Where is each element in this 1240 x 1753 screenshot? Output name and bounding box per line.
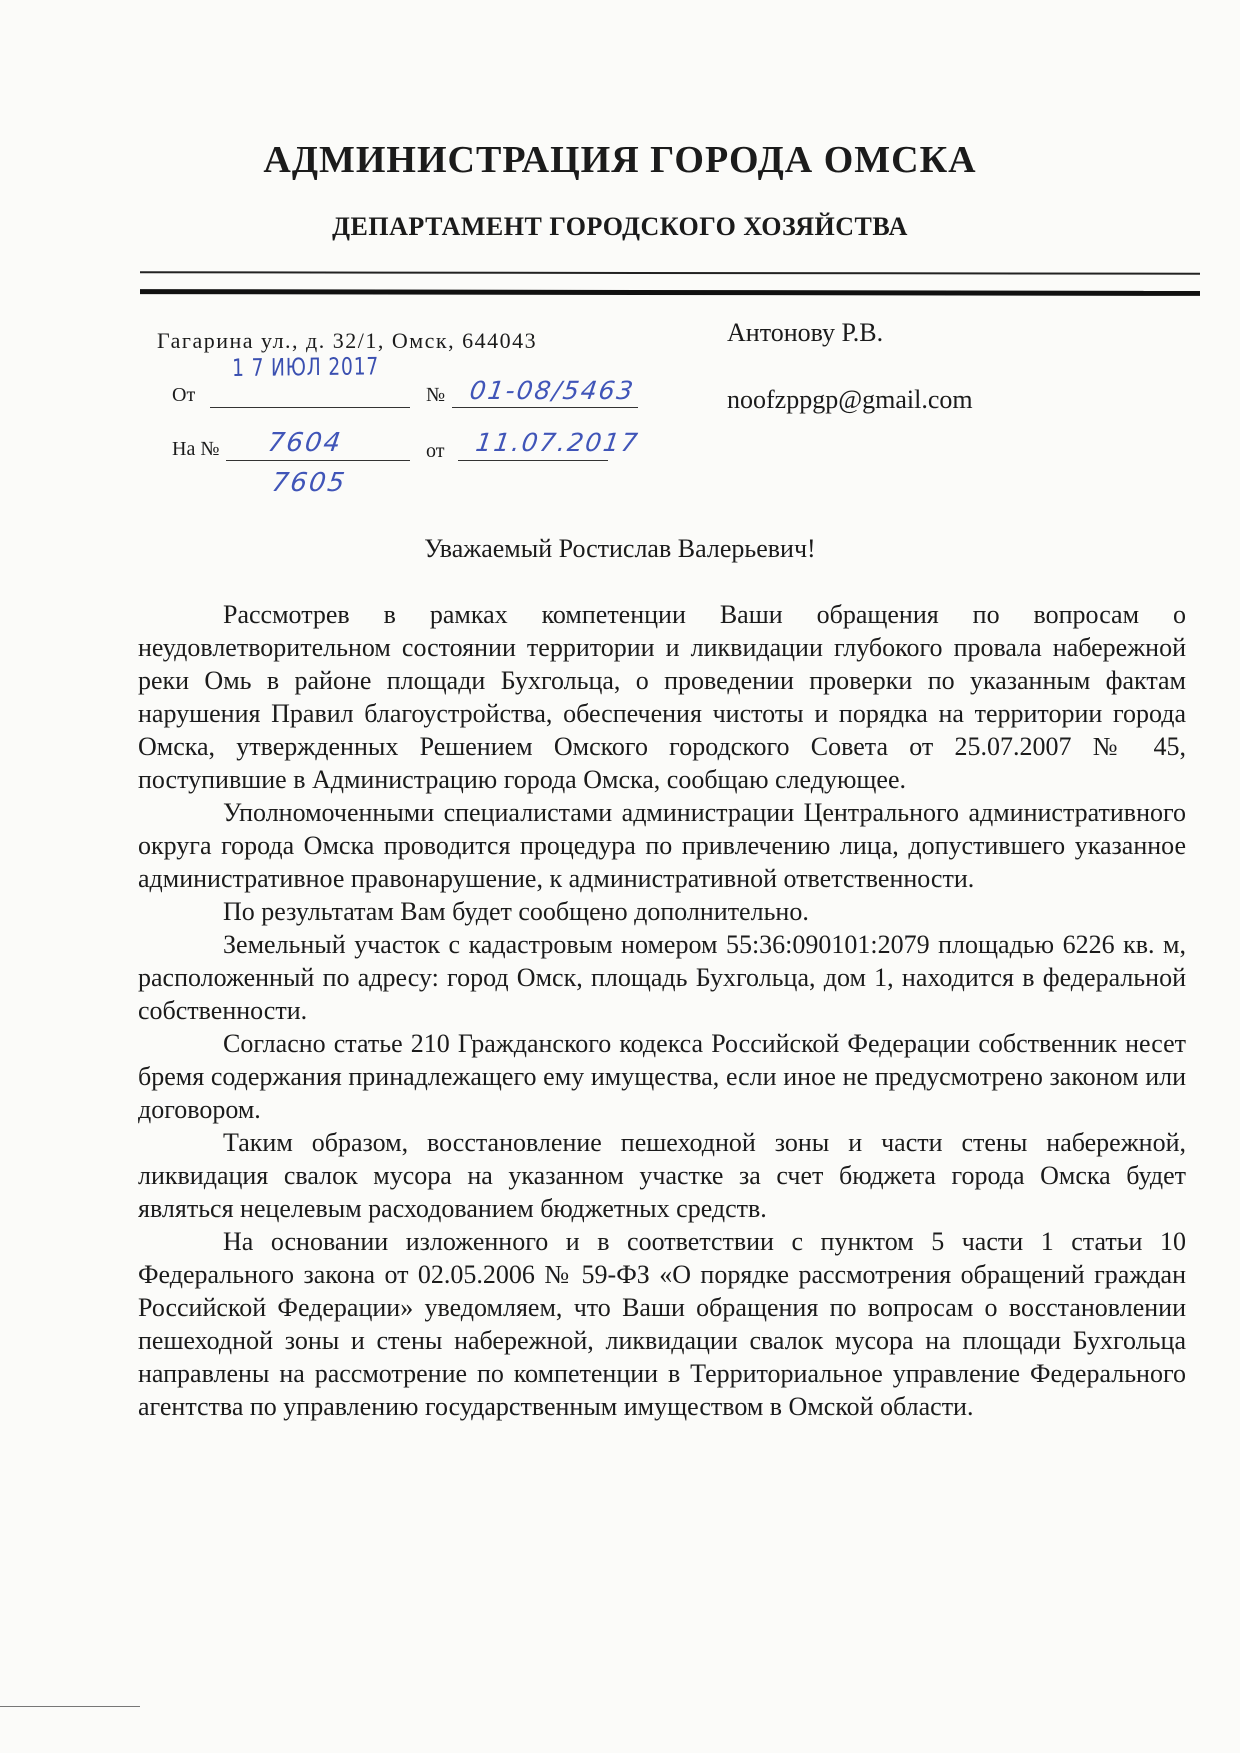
letter-body [138, 598, 1186, 1423]
scan-margin-line [0, 1706, 140, 1707]
number-line [452, 407, 638, 408]
number-label: № [426, 384, 446, 406]
body-paragraph: На основании изложенного и в соответствии с пунктом 5 части 1 статьи 10 Федерального закона от 02.05.2006 № 59-ФЗ «О порядке рассмотрения обращений граждан Российской Федерации» уведомляем, что Ваши обращения по вопросам о восстановлении пешеходной зоны и стены набережной, ликвидации свалок мусора на площади Бухгольца направлены на рассмотрение по компетенции в Территориальное управление Федерального агентства по управлению государственным имуществом в Омской области. [138, 1227, 1186, 1421]
body-paragraph: Земельный участок с кадастровым номером 55:36:090101:2079 площадью 6226 кв. м, расположенный по адресу: город Омск, площадь Бухгольца, дом 1, находится в федеральной собственности. [138, 930, 1186, 1025]
registration-date-stamp: 1 7 ИЮЛ 2017 [232, 352, 380, 382]
body-paragraph: По результатам Вам будет сообщено дополнительно. [223, 897, 809, 926]
letterhead-rule-thick [140, 289, 1200, 296]
from-label: От [172, 384, 196, 406]
from-line [210, 407, 410, 408]
sender-address: Гагарина ул., д. 32/1, Омск, 644043 [157, 328, 538, 353]
body-paragraph: Таким образом, восстановление пешеходной зоны и части стены набережной, ликвидация свалок мусора на указанном участке за счет бюджета города Омска будет являться нецелевым расходованием бюджетных средств. [138, 1128, 1186, 1223]
organization-title: АДМИНИСТРАЦИЯ ГОРОДА ОМСКА [263, 139, 977, 181]
reply-line [226, 460, 410, 461]
recipient-name: Антонову Р.В. [727, 318, 884, 347]
reply-number-handwritten-1: 7604 [265, 428, 345, 458]
body-paragraph: Уполномоченными специалистами администрации Центрального административного округа города Омска проводится процедура по привлечению лица, допустившего указанное административное правонарушение, к административной ответственности. [138, 798, 1186, 893]
reply-label: На № [172, 438, 220, 460]
department-title: ДЕПАРТАМЕНТ ГОРОДСКОГО ХОЗЯЙСТВА [332, 212, 908, 241]
body-paragraph: Согласно статье 210 Гражданского кодекса Российской Федерации собственник несет бремя содержания принадлежащего ему имущества, если иное не предусмотрено законом или договором. [138, 1029, 1186, 1124]
recipient-email: noofzppgp@gmail.com [727, 385, 973, 414]
reply-date-handwritten: 11.07.2017 [473, 428, 642, 457]
body-paragraph: Рассмотрев в рамках компетенции Ваши обращения по вопросам о неудовлетворительном состоянии территории и ликвидации глубокого провала набережной реки Омь в районе площади Бухгольца, о проведении проверки по указанным фактам нарушения Правил благоустройства, обеспечения чистоты и порядка на территории города Омска, утвержденных Решением Омского городского Совета от 25.07.2007 № 45, поступившие в Администрацию города Омска, сообщаю следующее. [138, 600, 1186, 794]
reply-date-label: от [426, 440, 445, 462]
reply-date-line [458, 460, 608, 461]
letterhead-rule-thin [140, 271, 1200, 274]
outgoing-number-handwritten: 01-08/5463 [467, 376, 637, 405]
reply-number-handwritten-2: 7605 [269, 468, 349, 498]
salutation: Уважаемый Ростислав Валерьевич! [424, 534, 816, 563]
